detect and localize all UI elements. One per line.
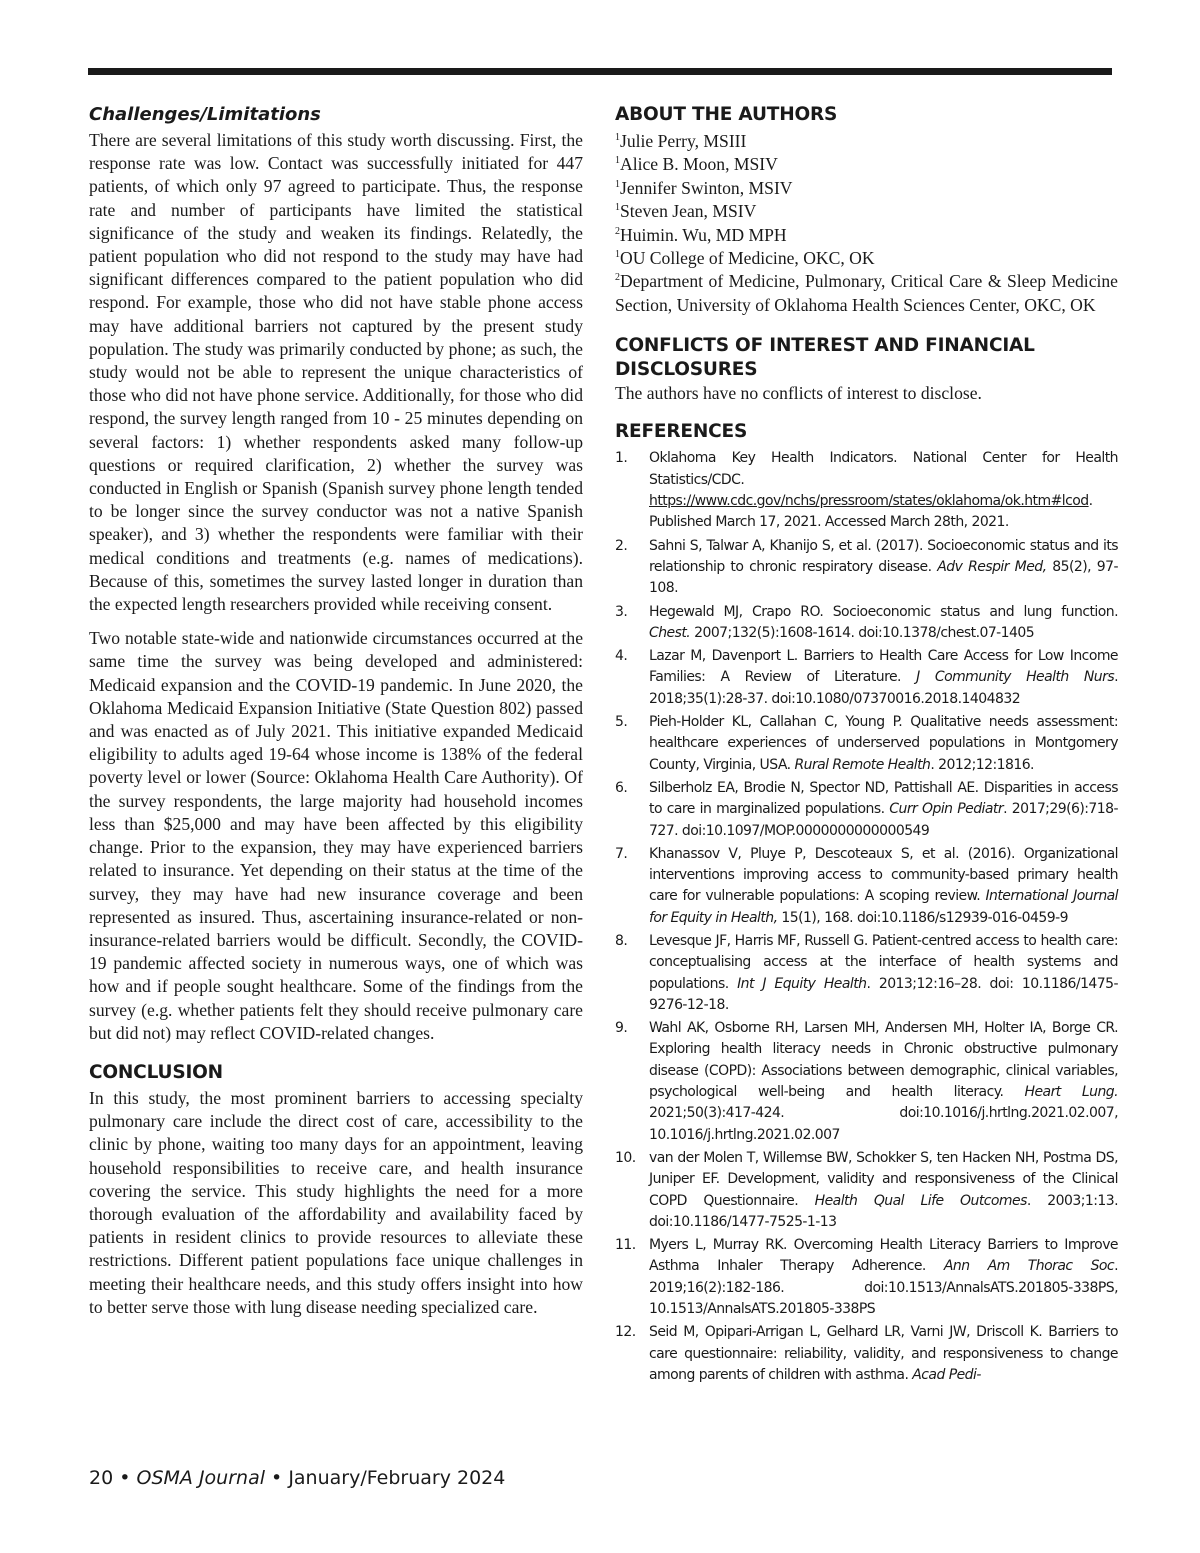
author-text: Steven Jean, MSIV: [620, 201, 757, 222]
reference-text: Oklahoma Key Health Indicators. National Center for Health Statistics/CDC.: [649, 450, 1118, 488]
reference-text: Silberholz EA, Brodie N, Spector ND, Pattishall AE. Disparities in access to care in marginalized populations.: [649, 779, 1118, 818]
reference-list: [615, 448, 1118, 1386]
reference-item: [615, 1018, 1118, 1146]
limitations-paragraph-1: There are several limitations of this study worth discussing. First, the response rate was low. Contact was successfully initiated for 447 patients, of which only 97 agreed to participate. Thus, the response rate and number of participants have limited the statistical significance of the study and weaken its findings. Relatedly, the patient population who did not respond to the study may have had significant differences compared to the patient population who did respond. For example, those who did not have stable phone access may have additional barriers not captured by the present study population. The study was primarily conducted by phone; as such, the study would not be able to represent the unique characteristics of those who did not have phone service. Additionally, for those who did respond, the survey length ranged from 10 - 25 minutes depending on several factors: 1) whether respondents asked many follow-up questions or required clarification, 2) whether the survey was conducted in English or Spanish (Spanish survey phone length tended to be longer since the survey conductor was not a native Spanish speaker), and 3) whether the respondents were familiar with their medical conditions and treatments (e.g. names of medications). Because of this, sometimes the survey lasted longer in duration than the expected length researchers provided while receiving consent.: [89, 130, 583, 615]
reference-journal: Heart Lung.: [1024, 1084, 1119, 1101]
reference-citation: . 2017;29(6):718-727. doi:10.1097/MOP.0000000000000549: [649, 801, 1118, 839]
reference-text: van der Molen T, Willemse BW, Schokker S, ten Hacken NH, Postma DS, Juniper EF. Development, validity and responsiveness of the Clinical COPD Questionnaire.: [649, 1149, 1118, 1209]
reference-text: Seid M, Opipari-Arrigan L, Gelhard LR, Varni JW, Driscoll K. Barriers to care questionnaire: reliability, validity, and responsiveness to change among parents of children with asthma.: [649, 1324, 1118, 1383]
reference-text: Lazar M, Davenport L. Barriers to Health Care Access for Low Income Families: A Review of Literature.: [649, 648, 1118, 686]
author-text: Department of Medicine, Pulmonary, Critical Care & Sleep Medicine Section, University of Oklahoma Health Sciences Center, OKC, OK: [615, 271, 1118, 315]
reference-item: [615, 712, 1118, 776]
page-number: 20: [89, 1467, 114, 1489]
reference-number: 7.: [615, 845, 628, 862]
author-text: OU College of Medicine, OKC, OK: [620, 248, 875, 269]
reference-item: [615, 536, 1118, 600]
author-list: [615, 130, 1118, 317]
reference-text: Sahni S, Talwar A, Khanijo S, et al. (2017). Socioeconomic status and its relationship to chronic respiratory disease.: [649, 537, 1118, 575]
reference-text: Pieh-Holder KL, Callahan C, Young P. Qualitative needs assessment: healthcare experiences of underserved populations in Montgomery County, Virginia, USA.: [649, 714, 1118, 773]
reference-number: 2.: [615, 537, 628, 554]
author-item: [615, 177, 1118, 200]
reference-number: 9.: [615, 1020, 628, 1037]
reference-text: Wahl AK, Osborne RH, Larsen MH, Andersen MH, Holter IA, Borge CR. Exploring health literacy needs in Chronic obstructive pulmonary disease (COPD): Associations between demographic, clinical variables, psychological well-being and health literacy.: [649, 1020, 1118, 1101]
author-affiliation-mark: 2: [615, 272, 620, 284]
reference-link[interactable]: https://www.cdc.gov/nchs/pressroom/states/oklahoma/ok.htm#lcod: [649, 493, 1089, 510]
author-text: Julie Perry, MSIII: [620, 131, 747, 151]
reference-number: 1.: [615, 450, 628, 467]
reference-citation: . Published March 17, 2021. Accessed March 28th, 2021.: [649, 493, 1093, 531]
author-item: [615, 247, 1118, 270]
reference-journal: International Journal for Equity in Health,: [649, 888, 1119, 926]
author-affiliation-mark: 2: [615, 225, 620, 237]
reference-journal: Ann Am Thorac Soc: [943, 1258, 1115, 1275]
reference-item: [615, 778, 1118, 842]
reference-citation: . 2019;16(2):182-186. doi:10.1513/AnnalsATS.201805-338PS, 10.1513/AnnalsATS.201805-338PS: [649, 1258, 1118, 1318]
reference-item: [615, 844, 1118, 929]
reference-citation: . 2012;12:1816.: [930, 756, 1034, 773]
footer-bullet: •: [271, 1467, 283, 1489]
page-footer: [89, 1466, 505, 1490]
conclusion-paragraph: In this study, the most prominent barriers to accessing specialty pulmonary care include the direct cost of care, accessibility to the clinic by phone, waiting too many days for an appointment, leaving household responsibilities to receive care, and health insurance covering the service. This study highlights the need for a more thorough evaluation of the affordability and availability faced by patients in resident clinics to provide resources to alleviate these restrictions. Different patient populations face unique challenges in meeting their healthcare needs, and this study offers insight into how to better serve those with lung disease needing specialized care.: [89, 1087, 583, 1317]
author-affiliation-mark: 1: [615, 249, 620, 261]
issue-date: January/February 2024: [288, 1467, 506, 1489]
author-item: [615, 224, 1118, 247]
right-column: [615, 103, 1118, 1388]
author-text: Alice B. Moon, MSIV: [620, 154, 778, 175]
reference-text: Khanassov V, Pluye P, Descoteaux S, et al. (2016). Organizational interventions improving access to community-based primary health care for vulnerable populations: A scoping review.: [649, 845, 1118, 905]
author-item: [615, 153, 1118, 176]
reference-number: 3.: [615, 603, 628, 620]
reference-number: 8.: [615, 932, 628, 949]
author-text: Jennifer Swinton, MSIV: [620, 177, 793, 198]
reference-text: Levesque JF, Harris MF, Russell G. Patient-centred access to health care: conceptualising access at the interface of health systems and populations.: [649, 932, 1118, 992]
reference-citation: . 2003;1:13. doi:10.1186/1477-7525-1-13: [649, 1192, 1118, 1230]
reference-item: [615, 1148, 1118, 1233]
conclusion-heading: CONCLUSION: [89, 1061, 223, 1083]
reference-citation: . 2013;12:16–28. doi: 10.1186/1475-9276-12-18.: [649, 975, 1118, 1013]
reference-citation: 2021;50(3):417-424. doi:10.1016/j.hrtlng.2021.02.007, 10.1016/j.hrtlng.2021.02.007: [649, 1105, 1118, 1143]
conflicts-heading: CONFLICTS OF INTEREST AND FINANCIAL DISCLOSURES: [615, 335, 1035, 381]
reference-journal: Curr Opin Pediatr: [889, 801, 1004, 818]
author-item: [615, 130, 1118, 153]
reference-journal: Rural Remote Health: [794, 756, 931, 773]
reference-number: 5.: [615, 714, 628, 731]
author-item: [615, 200, 1118, 223]
references-heading: REFERENCES: [615, 421, 748, 443]
reference-item: [615, 448, 1118, 533]
author-affiliation-mark: 1: [615, 178, 620, 190]
reference-citation: 15(1), 168. doi:10.1186/s12939-016-0459-9: [777, 909, 1068, 926]
challenges-subheading: Challenges/Limitations: [89, 104, 321, 125]
journal-name: OSMA Journal: [136, 1467, 265, 1489]
reference-journal: Chest.: [649, 624, 691, 641]
reference-item: [615, 646, 1118, 710]
reference-citation: . 2018;35(1):28-37. doi:10.1080/07370016.2018.1404832: [649, 669, 1118, 707]
reference-journal: Health Qual Life Outcomes: [814, 1192, 1027, 1209]
limitations-paragraph-2: Two notable state-wide and nationwide circumstances occurred at the same time the survey was being developed and administered: Medicaid expansion and the COVID-19 pandemic. In June 2020, the Oklahoma Medicaid Expansion Initiative (State Question 802) passed and was enacted as of July 2021. This initiative expanded Medicaid eligibility to adults aged 19-64 whose income is 138% of the federal poverty level or lower (Source: Oklahoma Health Care Authority). Of the survey respondents, the large majority had household incomes less than $25,000 and may have been affected by this eligibility change. Prior to the expansion, they may have experienced barriers related to insurance. Yet depending on their status at the time of the survey, they may have had new insurance coverage and been represented as insured. Thus, ascertaining insurance-related or non-insurance-related barriers would be difficult. Secondly, the COVID-19 pandemic affected society in numerous ways, one of which was how and if people sought healthcare. Some of the findings from the survey (e.g. whether patients felt they should receive pulmonary care but did not) may reflect COVID-related changes.: [89, 628, 583, 1043]
reference-number: 11.: [615, 1237, 636, 1254]
footer-bullet: •: [119, 1467, 131, 1489]
author-item: [615, 270, 1118, 317]
reference-text: Myers L, Murray RK. Overcoming Health Literacy Barriers to Improve Asthma Inhaler Therapy Adherence.: [649, 1237, 1118, 1275]
reference-journal: J Community Health Nurs: [916, 669, 1115, 686]
reference-item: [615, 1322, 1118, 1386]
author-affiliation-mark: 1: [615, 202, 620, 214]
reference-citation: 2007;132(5):1608-1614. doi:10.1378/chest.07-1405: [690, 624, 1035, 641]
top-rule: [88, 68, 1112, 75]
reference-number: 10.: [615, 1149, 636, 1166]
reference-journal: Int J Equity Health: [737, 975, 867, 992]
reference-number: 12.: [615, 1324, 636, 1341]
reference-number: 4.: [615, 648, 628, 665]
left-column: [89, 103, 583, 1319]
reference-text: Hegewald MJ, Crapo RO. Socioeconomic status and lung function.: [649, 603, 1118, 620]
author-affiliation-mark: 1: [615, 155, 620, 167]
authors-heading: ABOUT THE AUTHORS: [615, 104, 838, 125]
author-affiliation-mark: 1: [615, 132, 620, 144]
reference-journal: Adv Respir Med,: [937, 558, 1047, 575]
reference-item: [615, 931, 1118, 1016]
reference-journal: Acad Pedi-: [912, 1366, 981, 1383]
reference-number: 6.: [615, 779, 628, 796]
reference-item: [615, 1235, 1118, 1320]
conflicts-text: The authors have no conflicts of interest to disclose.: [615, 383, 982, 404]
reference-citation: 85(2), 97-108.: [649, 558, 1118, 597]
reference-item: [615, 602, 1118, 645]
author-text: Huimin. Wu, MD MPH: [620, 224, 787, 245]
